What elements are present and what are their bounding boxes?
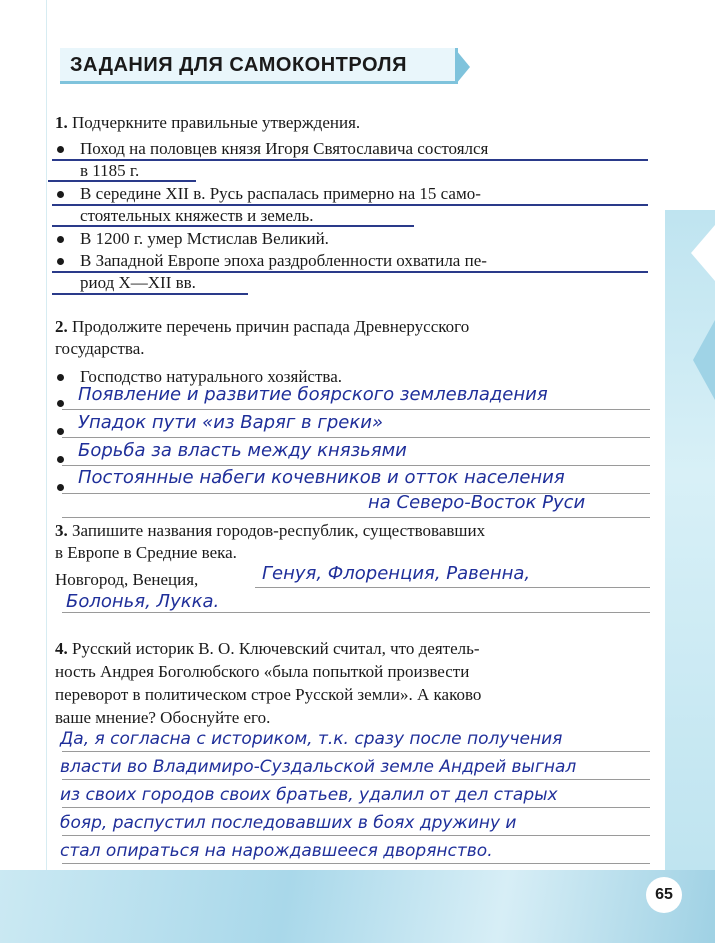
writing-line — [62, 465, 650, 466]
q2-header-line1 — [55, 316, 469, 338]
q4-prompt-line1 — [55, 638, 480, 660]
bullet-icon — [57, 258, 64, 265]
q4-prompt-line3: переворот в политическом строе Русской земли». А каково — [55, 685, 482, 704]
q4-number: 4. — [55, 639, 68, 658]
q2-printed-item: Господство натурального хозяйства. — [80, 367, 342, 386]
q2-answer-4: Постоянные набеги кочевников и отток населения — [78, 467, 565, 488]
q1-item-2-line1: В середине XII в. Русь распалась примерно на 15 само- — [80, 184, 481, 203]
q2-answer-4-cont: на Северо-Восток Руси — [368, 492, 586, 513]
q3-header-line1 — [55, 520, 485, 542]
bullet-icon — [57, 400, 64, 407]
handwritten-underline — [52, 225, 414, 227]
writing-line — [255, 587, 650, 588]
writing-line — [62, 807, 650, 808]
writing-line — [62, 751, 650, 752]
q1-prompt: Подчеркните правильные утверждения. — [72, 113, 361, 132]
handwritten-underline — [52, 271, 648, 273]
q1-header — [55, 112, 360, 134]
q2-answer-2: Упадок пути «из Варяг в греки» — [78, 412, 384, 433]
q4-answer-line4: бояр, распустил последовавших в боях дружину и — [60, 813, 517, 833]
q3-answer-line1: Генуя, Флоренция, Равенна, — [262, 563, 531, 584]
writing-line — [62, 612, 650, 613]
q4-prompt-line1-text: Русский историк В. О. Ключевский считал, что деятель- — [72, 639, 480, 658]
q1-item-1-line2: в 1185 г. — [80, 161, 140, 180]
q4-answer-line3: из своих городов своих братьев, удалил от дел старых — [60, 785, 558, 805]
q1-item-2-line2: стоятельных княжеств и земель. — [80, 206, 314, 225]
side-notch — [691, 225, 715, 281]
bullet-icon — [57, 236, 64, 243]
writing-line — [62, 409, 650, 410]
q1-item-4-line2: риод X—XII вв. — [80, 273, 196, 292]
handwritten-underline — [52, 293, 248, 295]
q2-answer-3: Борьба за власть между князьями — [78, 440, 407, 461]
q4-answer-line2: власти во Владимиро-Суздальской земле Андрей выгнал — [60, 757, 577, 777]
q4-prompt-line4: ваше мнение? Обоснуйте его. — [55, 708, 271, 727]
writing-line — [62, 517, 650, 518]
bullet-icon — [57, 484, 64, 491]
bullet-icon — [57, 428, 64, 435]
bottom-decoration — [0, 870, 715, 943]
page-margin — [0, 0, 47, 943]
handwritten-underline — [52, 204, 648, 206]
q2-prompt-line1: Продолжите перечень причин распада Древнерусского — [72, 317, 470, 336]
handwritten-underline — [48, 180, 196, 182]
bullet-icon — [57, 191, 64, 198]
q1-item-3: В 1200 г. умер Мстислав Великий. — [80, 229, 329, 248]
writing-line — [62, 835, 650, 836]
q1-item-4-line1: В Западной Европе эпоха раздробленности охватила пе- — [80, 251, 487, 270]
bullet-icon — [57, 374, 64, 381]
q3-prompt-line1: Запишите названия городов-республик, существовавших — [72, 521, 486, 540]
title-arrow-icon — [456, 50, 470, 84]
q4-prompt-line2: ность Андрея Боголюбского «была попыткой произвести — [55, 662, 470, 681]
section-title: ЗАДАНИЯ ДЛЯ САМОКОНТРОЛЯ — [60, 48, 458, 84]
q3-answer-line2: Болонья, Лукка. — [66, 591, 220, 612]
bullet-icon — [57, 146, 64, 153]
q3-prompt-line2: в Европе в Средние века. — [55, 543, 237, 562]
bullet-icon — [57, 456, 64, 463]
q2-prompt-line2: государства. — [55, 339, 145, 358]
writing-line — [62, 863, 650, 864]
q2-answer-1: Появление и развитие боярского землевладения — [78, 384, 548, 405]
writing-line — [62, 437, 650, 438]
page-number: 65 — [646, 877, 682, 913]
q4-answer-line1: Да, я согласна с историком, т.к. сразу после получения — [60, 729, 563, 749]
side-notch — [693, 320, 715, 400]
q4-answer-line5: стал опираться на нарождавшееся дворянство. — [60, 841, 493, 861]
q3-printed-start: Новгород, Венеция, — [55, 570, 199, 589]
q1-number: 1. — [55, 113, 68, 132]
q3-number: 3. — [55, 521, 68, 540]
handwritten-underline — [52, 159, 648, 161]
q2-number: 2. — [55, 317, 68, 336]
side-decoration — [665, 210, 715, 870]
writing-line — [62, 779, 650, 780]
q1-item-1-line1: Поход на половцев князя Игоря Святославича состоялся — [80, 139, 489, 158]
